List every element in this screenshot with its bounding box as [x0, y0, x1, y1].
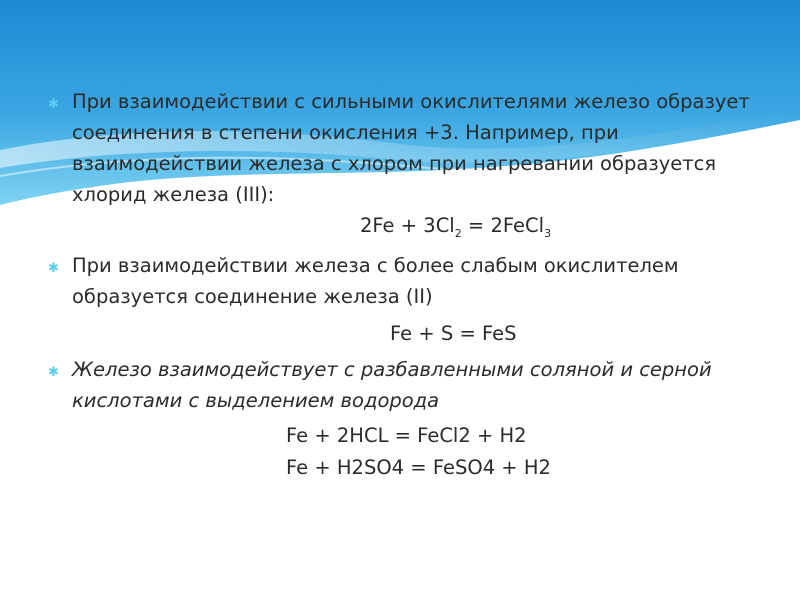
slide-content: [48, 86, 768, 484]
paragraph-text: При взаимодействии железа с более слабым окислителем образуется соединение железа (II): [72, 254, 679, 308]
paragraph-text: Железо взаимодействует с разбавленными соляной и серной кислотами с выделением водорода: [72, 358, 712, 412]
star-bullet-icon: ✱: [48, 97, 59, 112]
equation-iron-sulfuric: Fe + H2SO4 = FeSO4 + H2: [286, 456, 551, 479]
equation-iron-sulfur: Fe + S = FeS: [390, 322, 517, 345]
paragraph-acids: [48, 354, 768, 416]
star-bullet-icon: ✱: [48, 261, 59, 276]
paragraph-text: При взаимодействии с сильными окислителями железо образует соединения в степени окисления +3. Например, при взаимодействии железа с хлором при нагревании образуется хлорид железа (III):: [72, 90, 750, 206]
equation-iron-hydrochloric: Fe + 2HCL = FeCl2 + H2: [286, 424, 527, 447]
equation-iron-chlorine: $2Fe + 3Cl_2$ = 2FeCl$_3$: [360, 214, 552, 240]
star-bullet-icon: ✱: [48, 365, 59, 380]
paragraph-weak-oxidizer: [48, 250, 768, 312]
paragraph-strong-oxidizers: [48, 86, 768, 210]
